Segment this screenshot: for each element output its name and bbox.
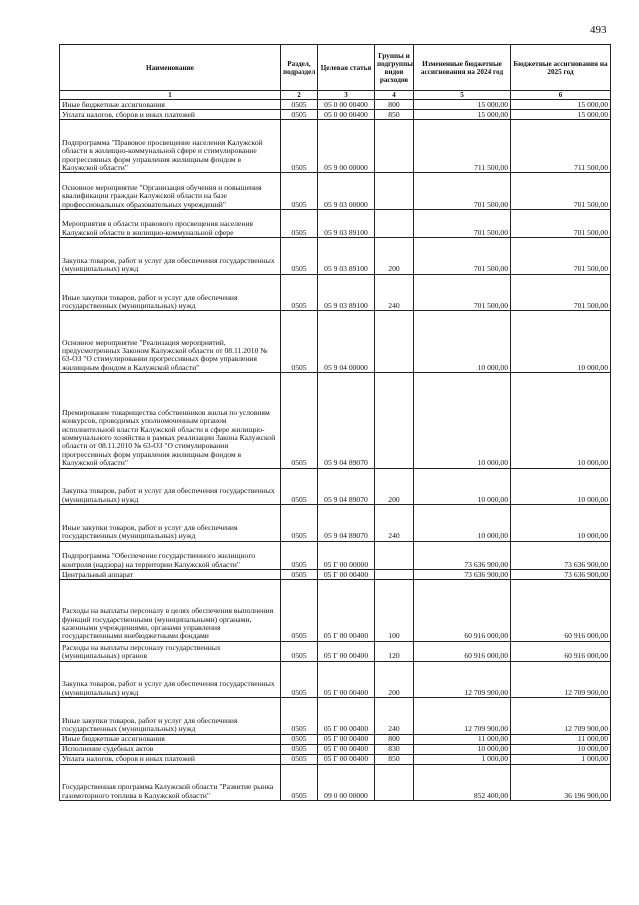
row-name: Иные закупки товаров, работ и услуг для обеспечения государственных (муниципальных) нужд	[60, 274, 281, 311]
row-amount-2025: 1 000,00	[511, 754, 611, 764]
row-amount-2025: 701 500,00	[511, 274, 611, 311]
row-section: 0505	[281, 100, 318, 110]
row-name: Расходы на выплаты персоналу государственных (муниципальных) органов	[60, 641, 281, 661]
row-name: Иные закупки товаров, работ и услуг для обеспечения государственных (муниципальных) нужд	[60, 698, 281, 735]
row-section: 0505	[281, 120, 318, 173]
row-name: Подпрограмма "Обеспечение государственного жилищного контроля (надзора) на территории Калужской области"	[60, 541, 281, 569]
row-group: 240	[375, 274, 414, 311]
header-amount-2025: Бюджетные ассигнования на 2025 год	[511, 45, 611, 91]
row-section: 0505	[281, 173, 318, 210]
row-target: 05 9 04 00000	[318, 311, 375, 373]
row-name: Закупка товаров, работ и услуг для обеспечения государственных (муниципальных) нужд	[60, 238, 281, 275]
row-amount-2025: 10 000,00	[511, 744, 611, 754]
row-target: 05 Г 00 00400	[318, 744, 375, 754]
table-row	[60, 754, 611, 764]
row-section: 0505	[281, 764, 318, 801]
row-name: Основное мероприятие "Реализация мероприятий, предусмотренных Законом Калужской области от 08.11.2010 № 63-ОЗ "О стимулировании прогрессивных форм управления жилищным фондом в Калужской области"	[60, 311, 281, 373]
row-target: 05 9 03 89100	[318, 209, 375, 237]
column-number: 6	[511, 91, 611, 100]
table-row	[60, 698, 611, 735]
row-section: 0505	[281, 569, 318, 579]
header-amount-2024: Измененные бюджетные ассигнования на 2024 год	[414, 45, 511, 91]
row-amount-2025: 36 196 900,00	[511, 764, 611, 801]
row-section: 0505	[281, 641, 318, 661]
row-name: Премирование товарищества собственников жилья по условиям конкурсов, проводимых уполномоченным органом исполнительной власти Калужской области в сфере жилищно-коммунального хозяйства в рамках реализации Закона Калужской области от 08.11.2010 № 63-ОЗ "О стимулировании прогрессивных форм управления жилищным фондом в Калужской области"	[60, 373, 281, 468]
page-number: 493	[590, 24, 607, 36]
table-row	[60, 100, 611, 110]
row-section: 0505	[281, 505, 318, 542]
row-section: 0505	[281, 661, 318, 698]
table-row	[60, 661, 611, 698]
row-amount-2025: 10 000,00	[511, 373, 611, 468]
row-target: 05 9 03 89100	[318, 238, 375, 275]
header-name: Наименование	[60, 45, 281, 91]
row-target: 05 Г 00 00400	[318, 569, 375, 579]
row-target: 09 0 00 00000	[318, 764, 375, 801]
table-row	[60, 120, 611, 173]
header-section: Раздел, подраздел	[281, 45, 318, 91]
table-row	[60, 274, 611, 311]
row-amount-2024: 701 500,00	[414, 209, 511, 237]
row-amount-2025: 701 500,00	[511, 209, 611, 237]
column-number: 1	[60, 91, 281, 100]
row-amount-2025: 10 000,00	[511, 311, 611, 373]
table-row	[60, 311, 611, 373]
header-target: Целевая статья	[318, 45, 375, 91]
table-row	[60, 173, 611, 210]
row-group: 850	[375, 110, 414, 120]
table-row	[60, 238, 611, 275]
row-name: Основное мероприятие "Организация обучения и повышения квалификации граждан Калужской области на базе профессиональных образовательных учреждений"	[60, 173, 281, 210]
row-group: 200	[375, 661, 414, 698]
row-section: 0505	[281, 311, 318, 373]
row-amount-2025: 11 000,00	[511, 734, 611, 744]
row-section: 0505	[281, 373, 318, 468]
row-amount-2024: 15 000,00	[414, 110, 511, 120]
row-amount-2024: 10 000,00	[414, 468, 511, 505]
row-group	[375, 764, 414, 801]
row-amount-2024: 73 636 900,00	[414, 541, 511, 569]
row-amount-2024: 60 916 000,00	[414, 579, 511, 641]
row-group: 200	[375, 468, 414, 505]
row-amount-2024: 10 000,00	[414, 373, 511, 468]
row-amount-2024: 701 500,00	[414, 173, 511, 210]
row-amount-2025: 73 636 900,00	[511, 569, 611, 579]
row-group	[375, 569, 414, 579]
row-amount-2024: 1 000,00	[414, 754, 511, 764]
table-row	[60, 209, 611, 237]
row-name: Исполнение судебных актов	[60, 744, 281, 754]
row-name: Уплата налогов, сборов и иных платежей	[60, 754, 281, 764]
row-group	[375, 311, 414, 373]
column-number: 2	[281, 91, 318, 100]
row-section: 0505	[281, 274, 318, 311]
row-section: 0505	[281, 754, 318, 764]
row-section: 0505	[281, 238, 318, 275]
row-section: 0505	[281, 209, 318, 237]
row-name: Иные закупки товаров, работ и услуг для обеспечения государственных (муниципальных) нужд	[60, 505, 281, 542]
row-section: 0505	[281, 734, 318, 744]
table-row	[60, 569, 611, 579]
row-group	[375, 209, 414, 237]
row-amount-2025: 10 000,00	[511, 505, 611, 542]
row-amount-2024: 12 709 900,00	[414, 698, 511, 735]
row-group: 240	[375, 698, 414, 735]
row-target: 05 9 00 00000	[318, 120, 375, 173]
row-group	[375, 373, 414, 468]
row-amount-2025: 701 500,00	[511, 238, 611, 275]
row-target: 05 Г 00 00000	[318, 541, 375, 569]
row-amount-2024: 10 000,00	[414, 744, 511, 754]
row-amount-2025: 60 916 000,00	[511, 579, 611, 641]
row-target: 05 Г 00 00400	[318, 641, 375, 661]
row-amount-2025: 711 500,00	[511, 120, 611, 173]
row-name: Мероприятия в области правового просвещения населения Калужской области в жилищно-коммунальной сфере	[60, 209, 281, 237]
row-group: 120	[375, 641, 414, 661]
row-name: Иные бюджетные ассигнования	[60, 734, 281, 744]
row-name: Государственная программа Калужской области "Развитие рынка газомоторного топлива в Калужской области"	[60, 764, 281, 801]
row-amount-2024: 73 636 900,00	[414, 569, 511, 579]
row-target: 05 0 00 00400	[318, 100, 375, 110]
table-body	[60, 100, 611, 801]
row-target: 05 9 03 00000	[318, 173, 375, 210]
row-name: Центральный аппарат	[60, 569, 281, 579]
row-name: Подпрограмма "Правовое просвещение населения Калужской области в жилищно-коммунальной сфере и стимулирование прогрессивных форм управления жилищным фондом в Калужской области"	[60, 120, 281, 173]
table-row	[60, 744, 611, 754]
row-target: 05 Г 00 00400	[318, 661, 375, 698]
row-amount-2024: 10 000,00	[414, 505, 511, 542]
row-amount-2024: 60 916 000,00	[414, 641, 511, 661]
row-amount-2024: 12 709 900,00	[414, 661, 511, 698]
header-groups: Группы и подгруппы видов расходов	[375, 45, 414, 91]
row-amount-2024: 11 000,00	[414, 734, 511, 744]
row-amount-2024: 701 500,00	[414, 238, 511, 275]
table-row	[60, 734, 611, 744]
row-amount-2024: 701 500,00	[414, 274, 511, 311]
row-target: 05 0 00 00400	[318, 110, 375, 120]
row-amount-2025: 701 500,00	[511, 173, 611, 210]
row-name: Иные бюджетные ассигнования	[60, 100, 281, 110]
table-row	[60, 764, 611, 801]
row-amount-2025: 15 000,00	[511, 110, 611, 120]
row-group	[375, 173, 414, 210]
table-row	[60, 505, 611, 542]
table-row	[60, 110, 611, 120]
row-amount-2024: 852 400,00	[414, 764, 511, 801]
row-target: 05 9 04 89070	[318, 505, 375, 542]
row-amount-2024: 10 000,00	[414, 311, 511, 373]
row-group	[375, 541, 414, 569]
row-group: 100	[375, 579, 414, 641]
row-section: 0505	[281, 110, 318, 120]
row-name: Расходы на выплаты персоналу в целях обеспечения выполнения функций государственными (муниципальными) органами, казенными учреждениями, органами управления государственными внебюджетными фондами	[60, 579, 281, 641]
row-target: 05 Г 00 00400	[318, 698, 375, 735]
row-amount-2024: 15 000,00	[414, 100, 511, 110]
row-group: 850	[375, 754, 414, 764]
row-target: 05 9 03 89100	[318, 274, 375, 311]
row-group: 800	[375, 734, 414, 744]
table-row	[60, 373, 611, 468]
table-header	[60, 45, 611, 91]
row-group: 800	[375, 100, 414, 110]
row-name: Уплата налогов, сборов и иных платежей	[60, 110, 281, 120]
row-section: 0505	[281, 579, 318, 641]
row-section: 0505	[281, 541, 318, 569]
row-section: 0505	[281, 468, 318, 505]
row-target: 05 Г 00 00400	[318, 734, 375, 744]
row-target: 05 Г 00 00400	[318, 579, 375, 641]
row-amount-2025: 12 709 900,00	[511, 698, 611, 735]
table-row	[60, 579, 611, 641]
budget-table	[59, 44, 611, 801]
column-number: 4	[375, 91, 414, 100]
row-section: 0505	[281, 744, 318, 754]
table-row	[60, 541, 611, 569]
row-amount-2025: 73 636 900,00	[511, 541, 611, 569]
row-group: 830	[375, 744, 414, 754]
row-target: 05 Г 00 00400	[318, 754, 375, 764]
column-number: 5	[414, 91, 511, 100]
row-group: 200	[375, 238, 414, 275]
row-amount-2025: 60 916 000,00	[511, 641, 611, 661]
row-group: 240	[375, 505, 414, 542]
row-section: 0505	[281, 698, 318, 735]
row-amount-2025: 12 709 900,00	[511, 661, 611, 698]
row-group	[375, 120, 414, 173]
row-target: 05 9 04 89070	[318, 468, 375, 505]
row-amount-2025: 15 000,00	[511, 100, 611, 110]
row-target: 05 9 04 89070	[318, 373, 375, 468]
row-name: Закупка товаров, работ и услуг для обеспечения государственных (муниципальных) нужд	[60, 468, 281, 505]
table-row	[60, 468, 611, 505]
row-amount-2025: 10 000,00	[511, 468, 611, 505]
column-number: 3	[318, 91, 375, 100]
column-number-row	[60, 91, 611, 100]
row-name: Закупка товаров, работ и услуг для обеспечения государственных (муниципальных) нужд	[60, 661, 281, 698]
row-amount-2024: 711 500,00	[414, 120, 511, 173]
table-row	[60, 641, 611, 661]
